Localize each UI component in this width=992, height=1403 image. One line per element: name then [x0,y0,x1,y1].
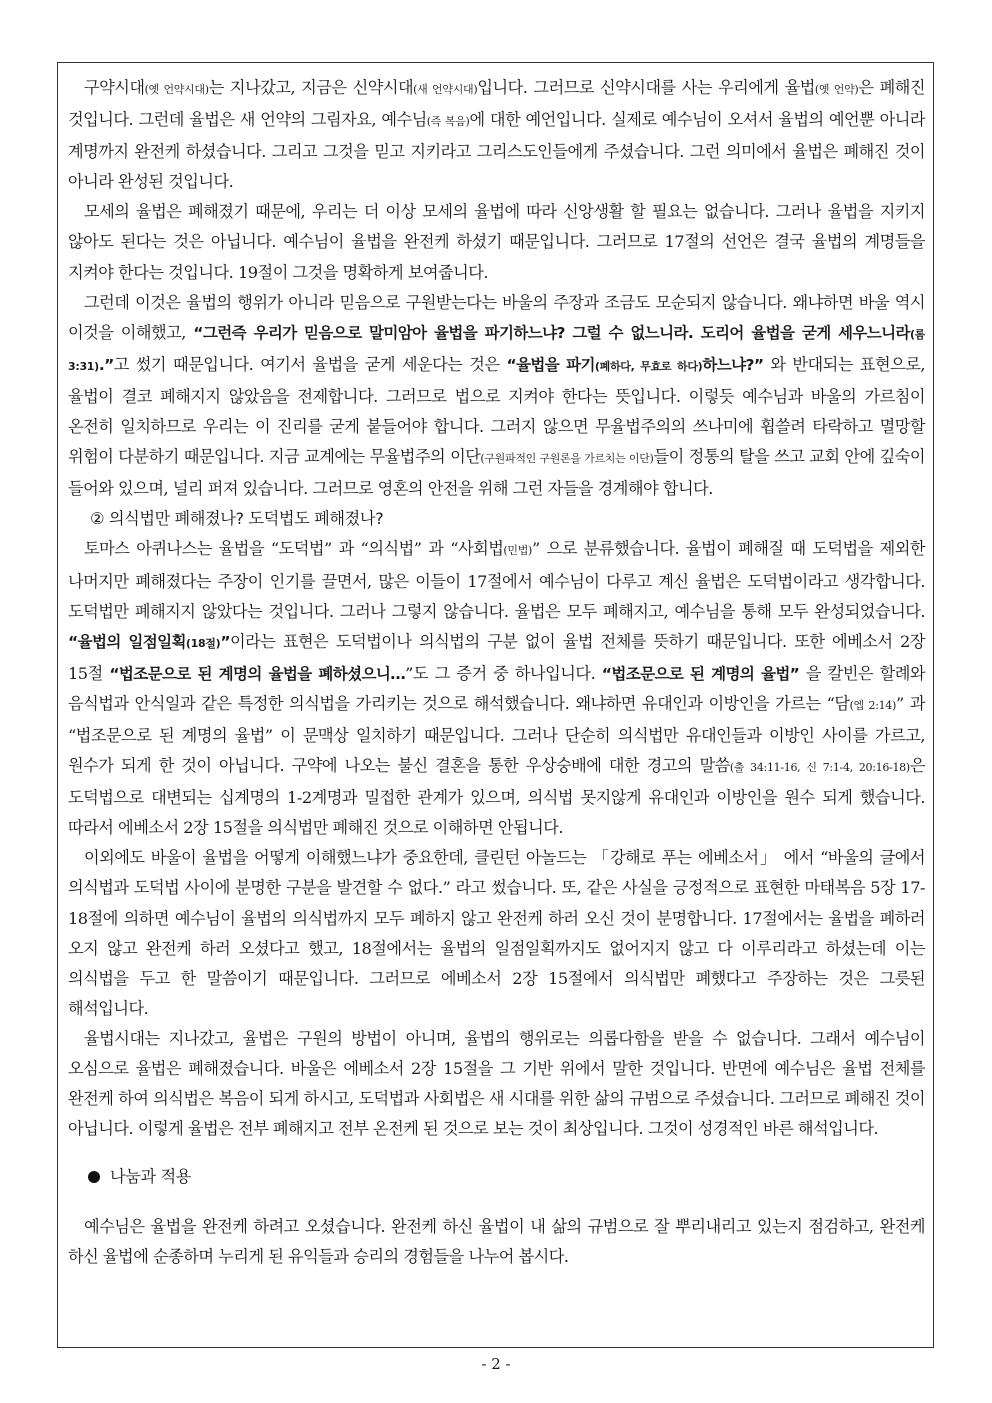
content-frame [57,62,934,1348]
bold-quote: “법조문으로 된 계명의 율법을 폐하셨으니… [109,664,406,683]
paragraph-3 [68,288,925,505]
paragraph-7: 예수님은 율법을 완전케 하려고 오셨습니다. 완전케 하신 율법이 내 삶의 규범으로 잘 뿌리내리고 있는지 점검하고, 완전케 하신 율법에 순종하며 누리게 된 유익들과 승리의 경험들을 나누어 봅시다. [68,1217,925,1267]
annotation: (옛 언약시대) [144,83,209,96]
text: 을 칼빈은 할례와 음식법과 안식일과 같은 특정한 의식법을 가리키는 것으로 해석했습니다. 왜냐하면 유대인과 이방인을 가르는 “담 [68,663,925,713]
text: 는 지나갔고, 지금은 신약시대 [208,78,414,97]
page-number: - 2 - [481,1355,511,1373]
bullet-icon [88,1171,100,1183]
text: 토마스 아퀴나스는 율법을 “도덕법” 과 “의식법” 과 “사회법 [84,539,504,559]
paragraph-2: 모세의 율법은 폐해졌기 때문에, 우리는 더 이상 모세의 율법에 따라 신앙생활 할 필요는 없습니다. 그러나 율법을 지키지 않아도 된다는 것은 아닙니다. 예수님이 율법을 완전케 하셨기 때문입니다. 그러므로 17절의 선언은 결국 율법의 계명들을 지켜야 한다는 것입니다. 19절이 그것을 명확하게 보여줍니다. [68,202,925,282]
text: 와 반대되는 표현으로, 율법이 결코 폐해지지 않았음을 전제합니다. 그러므로 법으로 지켜야 한다는 뜻입니다. 이렇듯 예수님과 바울의 가르침이 온전히 일치하므로 우리는 이 진리를 굳게 붙들어야 합니다. 그러지 않으면 무율법주의의 쓰나미에 휩쓸려 타락하고 멸망할 위험이 다분하기 때문입니다. 지금 교계에는 무율법주의 이단 [68,354,925,467]
paragraph-6: 율법시대는 지나갔고, 율법은 구원의 방법이 아니며, 율법의 행위로는 의롭다함을 받을 수 없습니다. 그래서 예수님이 오심으로 율법은 폐해졌습니다. 바울은 에베소서 2장 15절을 그 기반 위에서 말한 것입니다. 반면에 예수님은 율법 전체를 완전케 하여 의식법은 복음이 되게 하시고, 도덕법과 사회법은 새 시대를 위한 삶의 규범으로 주셨습니다. 그러므로 폐해진 것이 아닙니다. 이렇게 율법은 전부 폐해지고 전부 온전케 된 것으로 보는 것이 최상입니다. 그것이 성경적인 바른 해석입니다. [68,1028,925,1139]
text: ” 으로 분류했습니다. 율법이 폐해질 때 도덕법을 제외한 나머지만 폐해졌다는 주장이 인기를 끌면서, 많은 이들이 17절에서 예수님이 다루고 계신 율법은 도덕법이라고 생각합니다. 도덕법만 폐해지지 않았다는 것입니다. 그러나 그렇지 않습니다. 율법은 모두 폐해지고, 예수님을 통해 모두 완성되었습니다. [68,539,925,621]
text: 고 썼기 때문입니다. 여기서 율법을 굳게 세운다는 것은 [113,354,507,374]
text: 그런데 이것은 율법의 행위가 아니라 믿음으로 구원받는다는 바울의 주장과 조금도 모순되지 않습니다. 왜냐하면 바울 역시 이것을 이해했고, [68,292,925,342]
annotation: (새 언약시대) [413,83,478,96]
sharing-heading-label: 나눔과 적용 [110,1167,191,1187]
section-heading: ② 의식법만 폐해졌나? 도덕법도 폐해졌나? [90,509,384,529]
annotation: (즉 복음) [426,115,470,129]
bold-quote: “법조문으로 된 계명의 율법” [601,664,800,683]
sharing-heading [68,1162,925,1192]
text: 구약시대 [84,78,145,97]
text: 에 대한 예언입니다. 실제로 예수님이 오셔서 율법의 예언뿐 아니라 계명까지 완전케 하셨습니다. 그리고 그것을 믿고 지키라고 그리스도인들에게 주셨습니다. 그런 의미에서 율법은 폐해진 것이 아니라 완성된 것입니다. [68,110,925,192]
text: ” 과 “법조문으로 된 계명의 율법” 이 문맥상 일치하기 때문입니다. 그러나 단순히 의식법만 유대인들과 이방인 사이를 가르고, 원수가 되게 한 것이 아닙니다. 구약에 나오는 불신 결혼을 통한 우상숭배에 대한 경고의 말씀 [68,693,925,776]
paragraph-1 [68,73,925,197]
bold-quote: “율법을 파기(폐하다, 무효로 하다)하느냐?” [506,355,764,374]
annotation: (출 34:11-16, 신 7:1-4, 20:16-18) [729,761,910,775]
text: 이라는 표현은 도덕법이나 의식법의 구분 없이 율법 전체를 뜻하기 때문입니다. 또한 에베소서 2장 15절 [68,631,925,683]
text: 입니다. 그러므로 신약시대를 사는 우리에게 율법 [477,78,815,97]
paragraph-5: 이외에도 바울이 율법을 어떻게 이해했느냐가 중요한데, 클린턴 아놀드는 「강해로 푸는 에베소서」 에서 “바울의 글에서 의식법과 도덕법 사이에 분명한 구분을 발견할 수 없다.” 라고 썼습니다. 또, 같은 사실을 긍정적으로 표현한 마태복음 5장 17-18절에 의하면 예수님이 율법의 의식법까지 모두 폐하지 않고 완전케 하러 오신 것이 분명합니다. 17절에서는 율법을 폐하러 오지 않고 완전케 하러 오셨다고 했고, 18절에서는 율법의 일점일획까지도 없어지지 않고 다 이루리라고 하셨는데 이는 의식법을 두고 한 말씀이기 때문입니다. 그러므로 에베소서 2장 15절에서 의식법만 폐했다고 주장하는 것은 그릇된 해석입니다. [68,848,925,1018]
bold-quote: “그런즉 우리가 믿음으로 말미암아 율법을 파기하느냐? 그럴 수 없느니라. 도리어 율법을 굳게 세우느니라(롬 3:31).” [68,323,925,374]
text: 은 폐해진 것입니다. 그런데 율법은 새 언약의 그림자요, 예수님 [68,78,925,130]
annotation: (옛 언약) [814,83,859,96]
annotation: (민법) [503,544,533,558]
annotation: (구원파적인 구원론을 가르치는 이단) [480,452,654,466]
text: 은 도덕법으로 대변되는 십계명의 1-2계명과 밀접한 관계가 있으며, 의식법 못지않게 유대인과 이방인을 원수 되게 했습니다. 따라서 에베소서 2장 15절을 의식법만 폐해진 것으로 이해하면 안됩니다. [68,756,926,838]
annotation: (엡 2:14) [849,698,896,712]
bold-quote: “율법의 일점일획(18절)” [68,632,230,651]
paragraph-4 [68,534,925,843]
text: ”도 그 증거 중 하나입니다. [405,663,602,683]
text: 들이 정통의 탈을 쓰고 교회 안에 깊숙이 들어와 있으며, 널리 퍼져 있습니다. 그러므로 영혼의 안전을 위해 그런 자들을 경계해야 합니다. [68,447,925,499]
